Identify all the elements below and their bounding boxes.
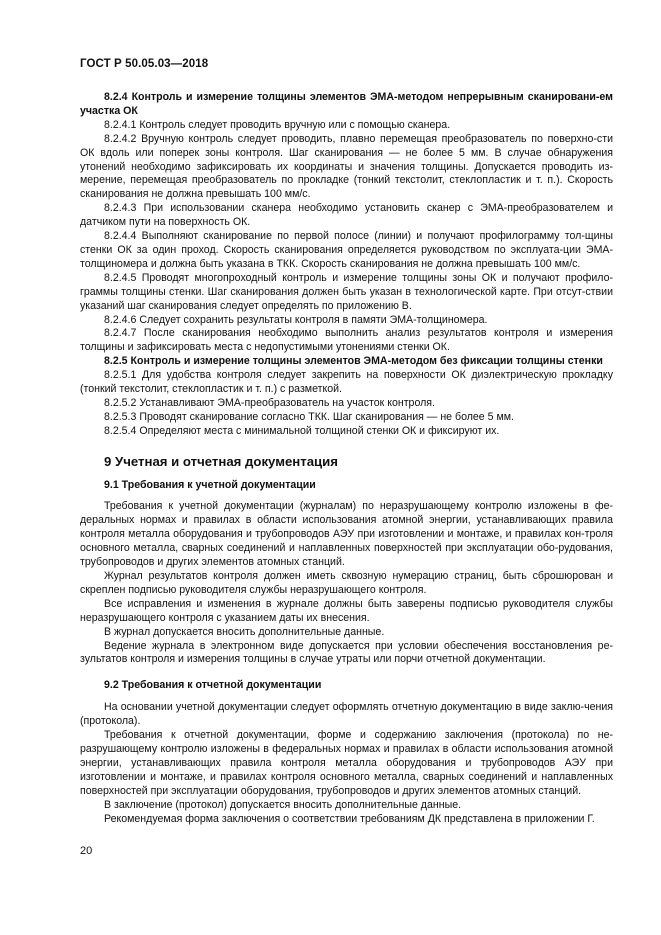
paragraph-9-2-2: Требования к отчетной документации, форме и содержанию заключения (протокола) по не-разрушающему контролю изложены в федеральных нормах и правилах в области использования атомной энергии, устанавливающих правила контроля металла оборудования и трубопроводов АЭУ при изготовлении и монтаже, и правилах контроля основного металла, сварных соединений и наплавленных поверхностей при эксплуатации оборудования, трубопроводов и других элементов атомных станций. <box>80 729 613 797</box>
section-9-title: 9 Учетная и отчетная документация <box>104 453 338 469</box>
paragraph-8-2-4-6: 8.2.4.6 Следует сохранить результаты контроля в памяти ЭМА-толщиномера. <box>104 313 488 326</box>
paragraph-8-2-5-3: 8.2.5.3 Проводят сканирование согласно ТКК. Шаг сканирования — не более 5 мм. <box>104 410 514 423</box>
section-8-2-5-title: 8.2.5 Контроль и измерение толщины элементов ЭМА-методом без фиксации толщины стенки <box>104 355 603 368</box>
paragraph-8-2-4-3: 8.2.4.3 При использовании сканера необходимо установить сканер с ЭМА-преобразователем и датчиком пути на поверхность ОК. <box>80 202 613 229</box>
page-content <box>80 91 613 826</box>
paragraph-9-1-4: В журнал допускается вносить дополнительные данные. <box>104 625 385 638</box>
document-header: ГОСТ Р 50.05.03—2018 <box>80 58 209 70</box>
paragraph-9-1-1: Требования к учетной документации (журналам) по неразрушающему контролю изложены в фе-деральных нормах и правилах в области использования атомной энергии, устанавливающих правила контроля металла оборудования и трубопроводов АЭУ при изготовлении и монтаже, и правилах кон-троля основного металла, сварных соединений и наплавленных поверхностей при эксплуатации обо-рудования, трубопроводов и других элементов атомных станций. <box>80 500 613 569</box>
paragraph-9-2-3: В заключение (протокол) допускается вносить дополнительные данные. <box>104 798 462 811</box>
paragraph-8-2-4-5: 8.2.4.5 Проводят многопроходный контроль и измерение толщины зоны ОК и получают профило-граммы толщины стенки. Шаг сканирования должен быть указан в технологической карте. При отсут-ствии указаний шаг сканирования следует определять по приложению В. <box>80 271 613 312</box>
paragraph-9-1-3: Все исправления и изменения в журнале должны быть заверены подписью руководителя службы неразрушающего контроля с указанием даты их внесения. <box>80 597 613 624</box>
paragraph-9-2-1: На основании учетной документации следует оформлять отчетную документацию в виде заклю-чения (протокола). <box>80 701 613 728</box>
paragraph-9-1-2: Журнал результатов контроля должен иметь сквозную нумерацию страниц, быть сброшюрован и скреплен подписью руководителя службы неразрушающего контроля. <box>80 570 613 596</box>
paragraph-8-2-4-2: 8.2.4.2 Вручную контроль следует проводить, плавно перемещая преобразователь по поверхно-сти ОК вдоль или поперек зоны контроля. Шаг сканирования — не более 5 мм. В случае обнаружения утонений необходимо зафиксировать их координаты и значения толщины. Допускается проводить из-мерение, перемещая преобразователь по прокладке (тонкий текстолит, стеклопластик и т. п.). Скорость сканирования не должна превышать 100 мм/с. <box>80 132 613 201</box>
paragraph-8-2-4-7: 8.2.4.7 После сканирования необходимо выполнить анализ результатов контроля и измерения толщины и зафиксировать места с недопустимыми утонениями стенки ОК. <box>80 327 613 354</box>
paragraph-8-2-4-4: 8.2.4.4 Выполняют сканирование по первой полосе (линии) и получают профилограмму тол-щины стенки ОК за один проход. Скорость сканирования определяется руководством по эксплуата-ции ЭМА-толщиномера и должна быть указана в ТКК. Скорость сканирования не должна превышать 100 мм/с. <box>80 230 613 270</box>
paragraph-8-2-5-2: 8.2.5.2 Устанавливают ЭМА-преобразователь на участок контроля. <box>104 396 435 409</box>
section-9-2-title: 9.2 Требования к отчетной документации <box>104 679 322 692</box>
paragraph-8-2-5-1: 8.2.5.1 Для удобства контроля следует закрепить на поверхности ОК диэлектрическую прокладку (тонкий текстолит, стеклопластик и т. п.) с разметкой. <box>80 369 613 396</box>
section-8-2-4-title: 8.2.4 Контроль и измерение толщины элементов ЭМА-методом непрерывным сканировани-ем участка ОК <box>80 91 613 117</box>
section-9-1-title: 9.1 Требования к учетной документации <box>104 478 316 491</box>
paragraph-8-2-5-4: 8.2.5.4 Определяют места с минимальной толщиной стенки ОК и фиксируют их. <box>104 424 500 437</box>
paragraph-8-2-4-1: 8.2.4.1 Контроль следует проводить вручную или с помощью сканера. <box>104 118 451 131</box>
page-number: 20 <box>80 845 93 857</box>
paragraph-9-2-4: Рекомендуемая форма заключения о соответствии требованиям ДК представлена в приложении Г. <box>104 812 595 825</box>
paragraph-9-1-5: Ведение журнала в электронном виде допускается при условии обеспечения восстановления ре-зультатов контроля и измерения толщины в случае утраты или порчи отчетной документации. <box>80 639 613 666</box>
